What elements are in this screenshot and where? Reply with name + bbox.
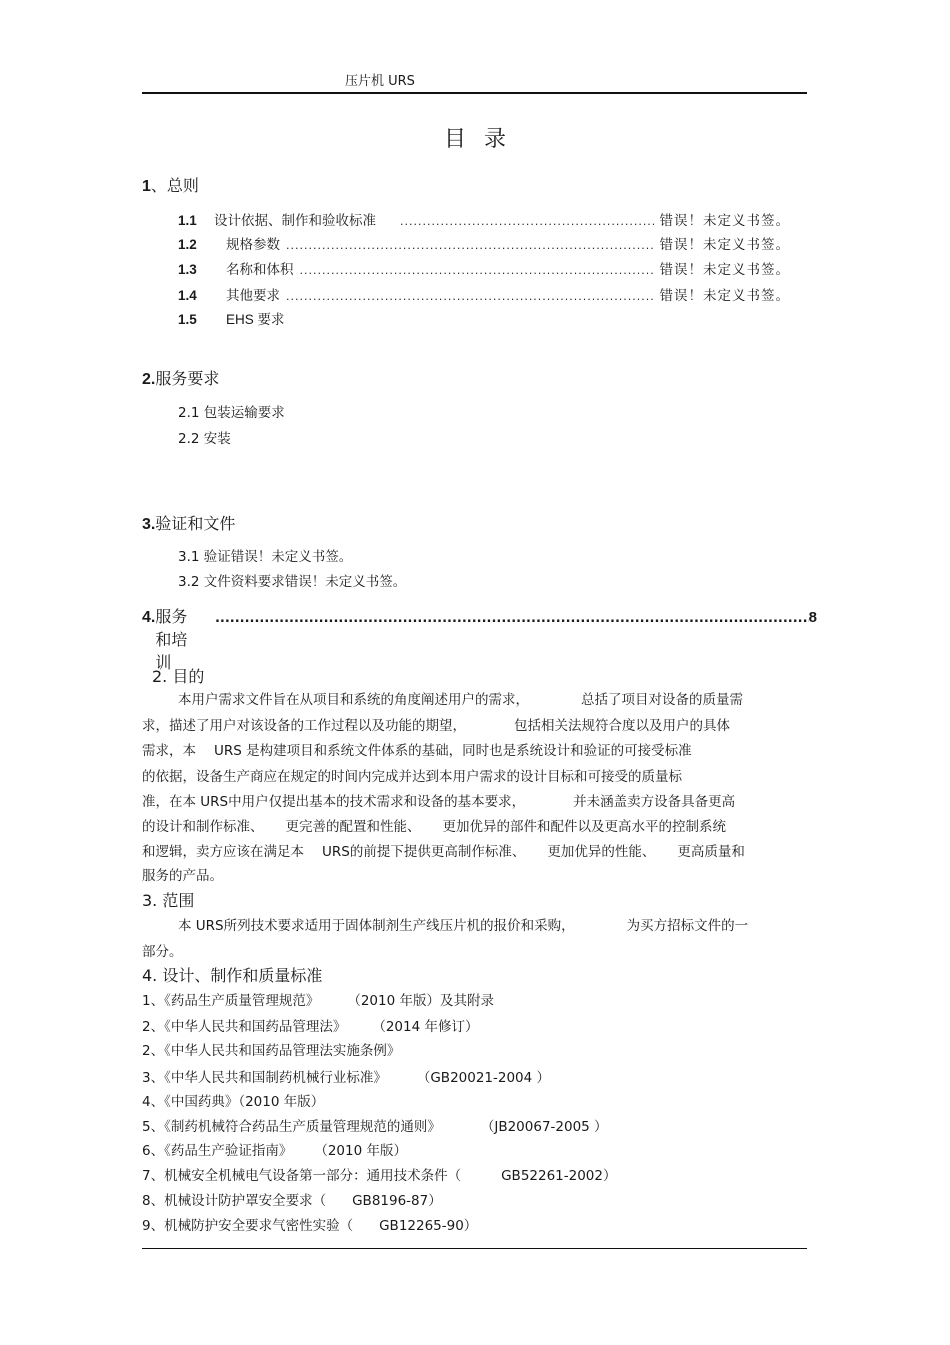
toc-item-page: 错误！未定义书签。 xyxy=(659,288,790,304)
standards-heading: 4. 设计、制作和质量标准 xyxy=(142,966,323,985)
toc-section-3[interactable] xyxy=(142,511,235,534)
footer-rule xyxy=(142,1248,807,1249)
toc-leader-dots xyxy=(300,264,654,277)
toc-item-3-1[interactable]: 3.1 验证错误！未定义书签。 xyxy=(178,549,353,565)
scope-line-1: 本 URS所列技术要求适用于固体制剂生产线压片机的报价和采购， 为买方招标文件的一 xyxy=(178,918,749,934)
purpose-heading: 2. 目的 xyxy=(152,667,205,686)
toc-section-4-label: 服务和培训 xyxy=(155,607,188,672)
standard-item: 2、《中华人民共和国药品管理法》 （2014 年修订） xyxy=(142,1019,479,1035)
standard-item: 3、《中华人民共和国制药机械行业标准》 （GB20021-2004 ） xyxy=(142,1070,551,1086)
toc-item-title: 名称和体积 xyxy=(226,262,294,278)
toc-item-2-2[interactable]: 2.2 安装 xyxy=(178,431,231,447)
toc-section-1-number: 1 xyxy=(142,178,151,195)
header-rule xyxy=(142,92,807,94)
toc-item-1-1[interactable] xyxy=(178,209,790,229)
toc-item-number: 1.2 xyxy=(178,237,197,252)
standard-item: 8、机械设计防护罩安全要求（ GB8196-87） xyxy=(142,1193,442,1209)
toc-item-number: 1.3 xyxy=(178,262,197,277)
purpose-line-4: 的依据，设备生产商应在规定的时间内完成并达到本用户需求的设计目标和可接受的质量标 xyxy=(142,769,682,785)
toc-section-1[interactable] xyxy=(142,173,199,196)
toc-item-title: EHS 要求 xyxy=(226,312,285,327)
purpose-line-3: 需求，本 URS 是构建项目和系统文件体系的基础，同时也是系统设计和验证的可接受标准 xyxy=(142,743,692,759)
purpose-line-1: 本用户需求文件旨在从项目和系统的角度阐述用户的需求， 总括了项目对设备的质量需 xyxy=(178,692,743,708)
toc-item-3-2[interactable]: 3.2 文件资料要求错误！未定义书签。 xyxy=(178,574,407,590)
standard-item: 6、《药品生产验证指南》 （2010 年版） xyxy=(142,1143,407,1159)
toc-section-4[interactable] xyxy=(142,604,817,672)
purpose-line-7: 和逻辑，卖方应该在满足本 URS的前提下提供更高制作标准、 更加优异的性能、 更高质量和 xyxy=(142,844,745,860)
standard-item: 4、《中国药典》（2010 年版） xyxy=(142,1094,325,1110)
toc-section-4-number: 4. xyxy=(142,609,156,626)
toc-section-2-label: 服务要求 xyxy=(155,369,220,388)
purpose-line-6: 的设计和制作标准、 更完善的配置和性能、 更加优异的部件和配件以及更高水平的控制系统 xyxy=(142,819,726,835)
page-header: 压片机 URS xyxy=(345,74,415,89)
purpose-line-8: 服务的产品。 xyxy=(142,868,223,884)
toc-item-number: 1.1 xyxy=(178,213,197,228)
standard-item: 2、《中华人民共和国药品管理法实施条例》 xyxy=(142,1043,401,1059)
toc-section-2[interactable] xyxy=(142,366,219,389)
toc-item-title: 设计依据、制作和验收标准 xyxy=(214,213,376,229)
standard-item: 5、《制药机械符合药品生产质量管理规范的通则》 （JB20067-2005 ） xyxy=(142,1119,608,1135)
toc-item-title: 其他要求 xyxy=(226,288,280,304)
toc-leader-dots xyxy=(286,239,654,252)
toc-item-2-1[interactable]: 2.1 包装运输要求 xyxy=(178,405,285,421)
toc-section-1-label: 、总则 xyxy=(150,176,199,195)
scope-heading: 3. 范围 xyxy=(142,891,195,910)
toc-item-number: 1.4 xyxy=(178,288,197,303)
purpose-line-2: 求，描述了用户对该设备的工作过程以及功能的期望， 包括相关法规符合度以及用户的具体 xyxy=(142,718,730,734)
toc-leader-dots xyxy=(400,215,654,228)
toc-item-1-4[interactable] xyxy=(178,284,790,304)
toc-item-page: 错误！未定义书签。 xyxy=(659,213,790,229)
standard-item: 1、《药品生产质量管理规范》 （2010 年版）及其附录 xyxy=(142,993,494,1009)
toc-section-4-page: 8 xyxy=(808,609,817,626)
toc-section-3-label: 验证和文件 xyxy=(155,514,236,533)
toc-item-number: 1.5 xyxy=(178,312,197,327)
standard-item: 9、机械防护安全要求气密性实验（ GB12265-90） xyxy=(142,1218,478,1234)
toc-leader-dots xyxy=(286,290,654,303)
toc-section-3-number: 3. xyxy=(142,516,156,533)
toc-title: 目录 xyxy=(443,127,524,152)
toc-section-2-number: 2. xyxy=(142,371,156,388)
standard-item: 7、机械安全机械电气设备第一部分：通用技术条件（ GB52261-2002） xyxy=(142,1168,617,1184)
toc-item-page: 错误！未定义书签。 xyxy=(659,237,790,253)
toc-item-title: 规格参数 xyxy=(226,237,280,253)
toc-item-1-5[interactable] xyxy=(178,308,790,328)
purpose-line-5: 准，在本 URS中用户仅提出基本的技术需求和设备的基本要求， 并未涵盖卖方设备具备更高 xyxy=(142,794,736,810)
toc-leader-dots xyxy=(201,611,809,626)
toc-item-1-3[interactable] xyxy=(178,258,790,278)
toc-item-1-2[interactable] xyxy=(178,233,790,253)
scope-line-2: 部分。 xyxy=(142,944,183,960)
toc-item-page: 错误！未定义书签。 xyxy=(659,262,790,278)
